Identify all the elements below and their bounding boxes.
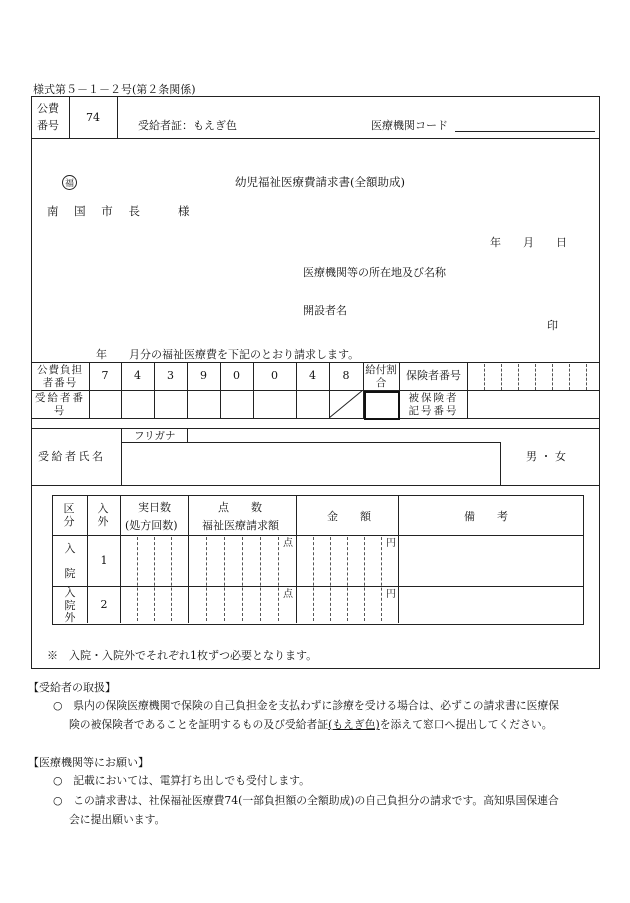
- facility-code-label: 医療機関コード: [371, 119, 448, 132]
- th-days-sub: (処方回数): [125, 519, 178, 532]
- benefit-ratio-label: 給付割合: [365, 364, 397, 389]
- th-days: 実日数: [138, 501, 171, 514]
- form-title: 幼児福祉医療費請求書(全額助成): [235, 175, 405, 189]
- recipient-number-label: 受給者番号: [35, 392, 85, 417]
- addressee: 南 国 市 長: [47, 204, 146, 218]
- date-line[interactable]: 年 月 日: [490, 236, 567, 249]
- facility-request-line3: 会に提出願います。: [69, 813, 166, 826]
- payer-digit: 0: [233, 369, 240, 383]
- yen-unit: 円: [386, 538, 396, 549]
- facility-request-line2: ○ この請求書は、社保福祉医療費74(一部負担額の全額助成)の自己負担分の請求です。高知県国保連合: [53, 794, 559, 807]
- diagonal-slash: [329, 390, 363, 418]
- honorific: 様: [178, 204, 190, 218]
- facility-address-label: 医療機関等の所在地及び名称: [303, 266, 446, 279]
- recipient-name-label: 受給者氏名: [38, 450, 106, 463]
- th-points: 点 数: [218, 501, 262, 514]
- kouhi-label-1: 公費: [37, 102, 59, 115]
- payer-digit: 7: [101, 369, 109, 383]
- kouhi-number: 74: [86, 111, 100, 124]
- insurer-number-label: 保険者番号: [406, 369, 461, 383]
- benefit-ratio-box[interactable]: [364, 391, 400, 420]
- row-code: 1: [100, 554, 108, 568]
- payer-digit: 0: [271, 369, 278, 383]
- th-nyugai: 入外: [97, 501, 111, 528]
- payer-number-label: 公費負担者番号: [37, 364, 83, 389]
- recipient-handling-heading: 【受給者の取扱】: [28, 681, 116, 694]
- founder-label: 開設者名: [303, 304, 347, 317]
- th-points-sub: 福祉医療請求額: [202, 519, 279, 532]
- seal-mark: 印: [547, 319, 558, 332]
- recipient-handling-line2: 険の被保険者であることを証明するもの及び受給者証(もえぎ色)を添えて窓口へ提出してください。: [69, 718, 553, 731]
- kouhi-label-2: 番号: [37, 119, 59, 132]
- yen-unit: 円: [386, 589, 396, 600]
- facility-request-line1: ○ 記載においては、電算打ち出しでも受付します。: [53, 774, 310, 787]
- gender-select[interactable]: 男 ・ 女: [526, 450, 566, 463]
- payer-digit: 9: [200, 369, 207, 383]
- table-note: ※ 入院・入院外でそれぞれ1枚ずつ必要となります。: [47, 649, 318, 662]
- form-number: 様式第５－１－２号(第２条関係): [33, 83, 196, 96]
- th-remarks: 備 考: [464, 510, 508, 523]
- facility-request-heading: 【医療機関等にお願い】: [28, 756, 149, 769]
- th-kubun: 区分: [63, 501, 77, 528]
- furigana-label: フリガナ: [134, 430, 176, 442]
- point-unit: 点: [283, 538, 293, 549]
- certificate-color: 受給者証：もえぎ色: [138, 119, 237, 132]
- payer-digit: 3: [167, 369, 174, 383]
- th-amount: 金 額: [327, 510, 371, 523]
- facility-code-field[interactable]: [455, 131, 595, 132]
- payer-digit: 8: [342, 369, 350, 383]
- payer-digit: 4: [309, 369, 316, 383]
- row-kubun: 入院: [64, 542, 76, 580]
- payer-digit: 4: [134, 369, 141, 383]
- insured-number-label: 被保険者記号番号: [408, 392, 459, 417]
- row-kubun: 入院外: [64, 586, 76, 625]
- welfare-seal-icon: 福: [62, 175, 77, 190]
- row-code: 2: [100, 597, 108, 611]
- recipient-handling-line1: ○ 県内の保険医療機関で保険の自己負担金を支払わずに診療を受ける場合は、必ずこの請求書に医療保: [53, 699, 560, 712]
- request-text: 年 月分の福祉医療費を下記のとおり請求します。: [96, 348, 360, 361]
- point-unit: 点: [283, 589, 293, 600]
